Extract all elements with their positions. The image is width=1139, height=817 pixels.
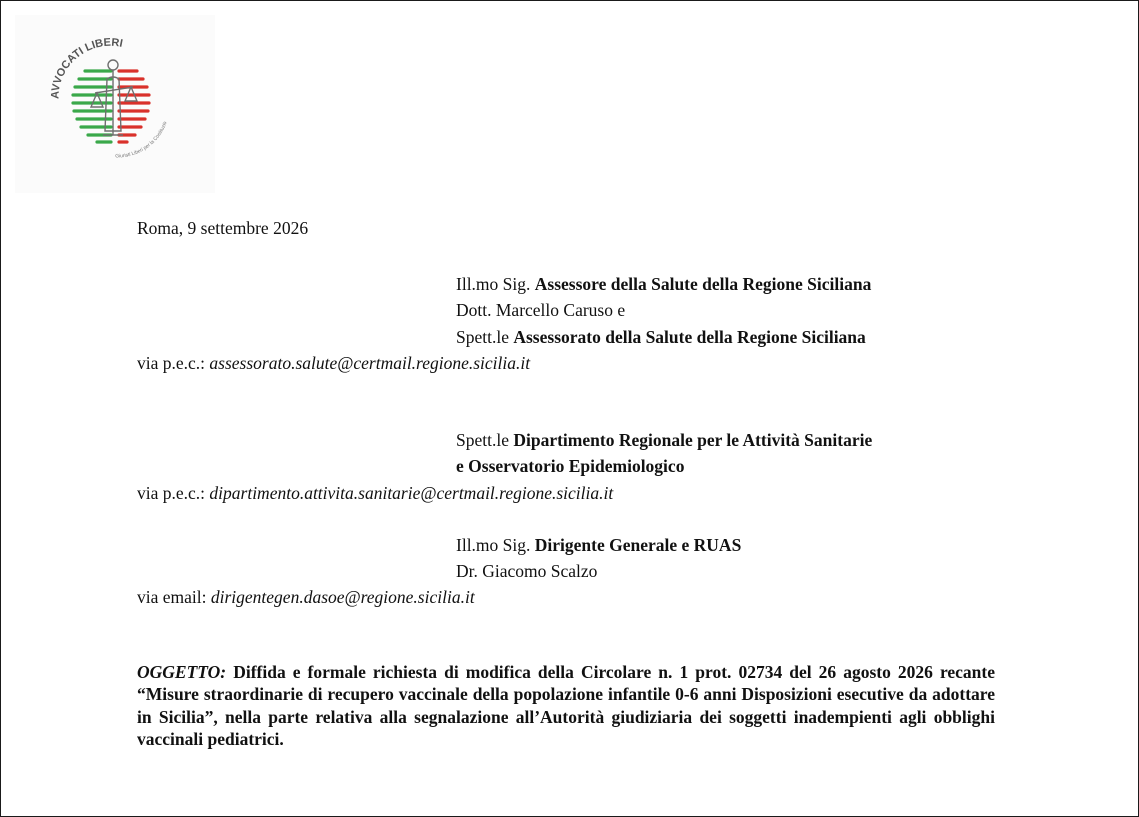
recipient-3-title-name: Dirigente Generale e RUAS bbox=[534, 535, 742, 555]
recipient-1-person: Dott. Marcello Caruso e bbox=[456, 300, 626, 320]
date-line: Roma, 9 settembre 2026 bbox=[137, 218, 309, 238]
logo-brand-text: AVVOCATI LIBERI bbox=[49, 36, 124, 100]
recipient-1-pec-address[interactable]: assessorato.salute@certmail.regione.sicilia.it bbox=[209, 353, 531, 373]
recipient-3-via bbox=[137, 586, 475, 608]
recipient-3-person: Dr. Giacomo Scalzo bbox=[456, 561, 598, 581]
recipient-1-org bbox=[456, 326, 866, 348]
recipient-3-title-prefix: Ill.mo Sig. bbox=[456, 535, 531, 555]
recipient-1-org-name: Assessorato della Salute della Regione Siciliana bbox=[513, 327, 866, 347]
recipient-1-title bbox=[456, 273, 871, 295]
recipient-1-title-name: Assessore della Salute della Regione Siciliana bbox=[534, 274, 872, 294]
subject-label: OGGETTO: bbox=[137, 662, 227, 682]
recipient-1-via bbox=[137, 352, 530, 374]
subject-text: Diffida e formale richiesta di modifica della Circolare n. 1 prot. 02734 del 26 agosto 2026 recante “Misure straordinarie di recupero vaccinale della popolazione infantile 0-6 anni Disposizioni esecutive da adottare in Sicilia”, nella parte relativa alla segnalazione all’Autorità giudiziaria dei soggetti inadempienti agli obblighi vaccinali pediatrici. bbox=[137, 662, 996, 750]
recipient-2-via bbox=[137, 482, 613, 504]
recipient-2-pec-address[interactable]: dipartimento.attivita.sanitarie@certmail.regione.sicilia.it bbox=[209, 483, 614, 503]
recipient-2-org bbox=[456, 429, 872, 451]
scales-of-justice-icon bbox=[41, 35, 191, 173]
recipient-2-org-name-line1: Dipartimento Regionale per le Attività Sanitarie bbox=[513, 430, 873, 450]
recipient-3-email-address[interactable]: dirigentegen.dasoe@regione.sicilia.it bbox=[210, 587, 475, 607]
recipient-1-title-prefix: Ill.mo Sig. bbox=[456, 274, 531, 294]
recipient-2-via-label: via p.e.c.: bbox=[137, 483, 206, 503]
recipient-3-title bbox=[456, 534, 741, 556]
subject-paragraph bbox=[137, 661, 995, 751]
logo-small-text: Giuristi Liberi per la Costituzio bbox=[115, 120, 169, 160]
recipient-1-via-label: via p.e.c.: bbox=[137, 353, 206, 373]
recipient-3-via-label: via email: bbox=[137, 587, 207, 607]
recipient-1-org-prefix: Spett.le bbox=[456, 327, 509, 347]
recipient-2-org-name-line2: e Osservatorio Epidemiologico bbox=[456, 456, 685, 476]
letterhead-logo bbox=[15, 15, 215, 193]
recipient-2-org-prefix: Spett.le bbox=[456, 430, 509, 450]
